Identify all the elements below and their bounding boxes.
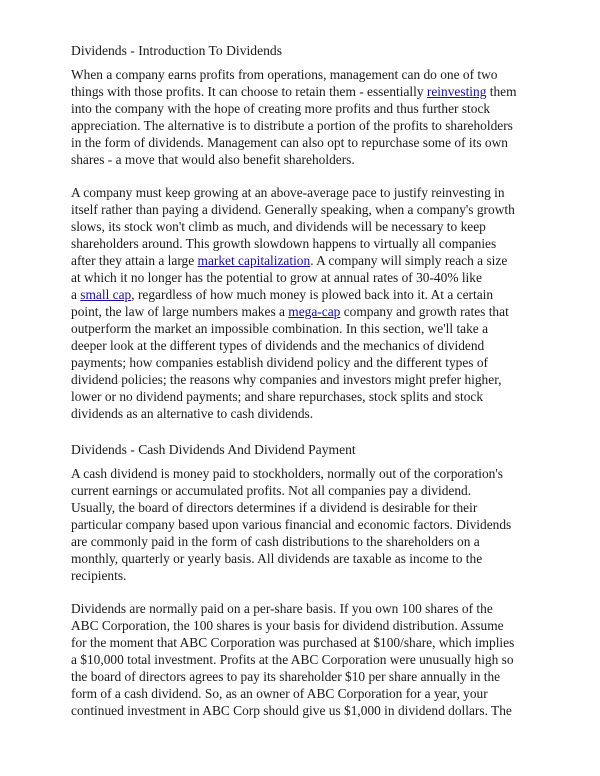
text-line: Usually, the board of directors determines if a dividend is desirable for their: [71, 500, 478, 515]
text-span: company and growth rates that: [340, 304, 509, 319]
small-cap-link[interactable]: small cap: [80, 287, 132, 302]
text-line: at which it no longer has the potential to grow at annual rates of 30-40% like: [71, 270, 482, 285]
text-line: shareholders around. This growth slowdown happens to virtually all companies: [71, 236, 497, 251]
text-line: for the moment that ABC Corporation was purchased at $100/share, which implies: [71, 635, 515, 650]
text-line: Dividends are normally paid on a per-share basis. If you own 100 shares of the: [71, 601, 493, 616]
text-span: them: [486, 84, 517, 99]
text-line: dividends as an alternative to cash dividends.: [71, 406, 314, 421]
text-span: , regardless of how much money is plowed back into it. At a certain: [131, 287, 494, 302]
text-line: form of a cash dividend. So, as an owner of ABC Corporation for a year, your: [71, 686, 488, 701]
text-line: slows, its stock won't climb as much, and dividends will be necessary to keep: [71, 219, 486, 234]
text-line: [71, 303, 540, 320]
text-line: When a company earns profits from operations, management can do one of two: [71, 67, 498, 82]
text-line: [71, 83, 540, 100]
text-line: are commonly paid in the form of cash distributions to the shareholders on a: [71, 534, 480, 549]
section-heading-introduction: Dividends - Introduction To Dividends: [71, 43, 282, 58]
text-line: outperform the market an impossible combination. In this section, we'll take a: [71, 321, 489, 336]
text-line: itself rather than paying a dividend. Generally speaking, when a company's growth: [71, 202, 515, 217]
text-line: into the company with the hope of creating more profits and thus further stock: [71, 101, 491, 116]
text-line: current earnings or accumulated profits. Not all companies pay a dividend.: [71, 483, 472, 498]
text-line: ABC Corporation, the 100 shares is your basis for dividend distribution. Assume: [71, 618, 504, 633]
text-line: particular company based upon various financial and economic factors. Dividends: [71, 517, 512, 532]
text-line: [71, 286, 540, 303]
text-line: monthly, quarterly or yearly basis. All dividends are taxable as income to the: [71, 551, 483, 566]
text-span: things with those profits. It can choose to retain them - essentially: [71, 84, 427, 99]
text-line: appreciation. The alternative is to distribute a portion of the profits to shareholders: [71, 118, 513, 133]
text-line: [71, 252, 540, 269]
text-line: shares - a move that would also benefit shareholders.: [71, 152, 355, 167]
text-line: lower or no dividend payments; and share repurchases, stock splits and stock: [71, 389, 484, 404]
text-line: A company must keep growing at an above-average pace to justify reinvesting in: [71, 185, 505, 200]
text-line: the board of directors agrees to pay its shareholder $10 per share annually in the: [71, 669, 501, 684]
text-line: in the form of dividends. Management can also opt to repurchase some of its own: [71, 135, 508, 150]
text-span: point, the law of large numbers makes a: [71, 304, 289, 319]
text-line: dividend policies; the reasons why companies and investors might prefer higher,: [71, 372, 502, 387]
text-line: deeper look at the different types of dividends and the mechanics of dividend: [71, 338, 485, 353]
mega-cap-link[interactable]: mega-cap: [288, 304, 341, 319]
text-span: after they attain a large: [71, 253, 198, 268]
reinvesting-link[interactable]: reinvesting: [426, 84, 487, 99]
section-heading-cash-dividends: Dividends - Cash Dividends And Dividend Payment: [71, 442, 356, 457]
text-span: . A company will simply reach a size: [310, 253, 508, 268]
market-capitalization-link[interactable]: market capitalization: [197, 253, 311, 268]
text-line: recipients.: [71, 568, 127, 583]
text-line: continued investment in ABC Corp should give us $1,000 in dividend dollars. The: [71, 703, 512, 718]
text-line: a $10,000 total investment. Profits at the ABC Corporation were unusually high so: [71, 652, 514, 667]
text-line: A cash dividend is money paid to stockholders, normally out of the corporation's: [71, 466, 503, 481]
text-line: payments; how companies establish dividend policy and the different types of: [71, 355, 488, 370]
text-span: a: [71, 287, 81, 302]
